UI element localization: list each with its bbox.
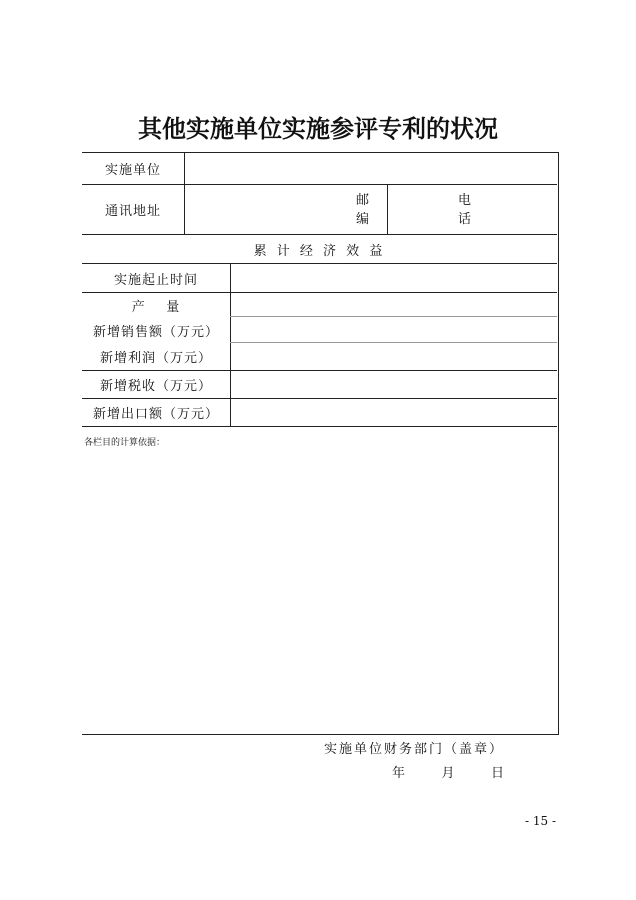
page-title: 其他实施单位实施参评专利的状况 [138, 115, 498, 143]
address-label: 通讯地址 [104, 204, 161, 219]
row-value-period[interactable] [231, 264, 557, 292]
row-label-export: 新增出口额（万元） [92, 407, 219, 422]
row-label-sales: 新增销售额（万元） [92, 324, 219, 340]
row-label-profit: 新增利润（万元） [99, 351, 212, 366]
row-label-output: 产 量 [131, 299, 181, 315]
patent-implementation-form [82, 152, 559, 735]
row-value-export[interactable] [231, 399, 557, 426]
row-value-sales[interactable] [231, 317, 557, 343]
calculation-basis-label: 各栏目的计算依据： [84, 438, 166, 448]
phone-label [452, 185, 478, 234]
cumulative-benefit-header: 累 计 经 济 效 益 [253, 243, 386, 259]
phone-label-char-1: 电 [457, 192, 472, 208]
postcode-label-char-2: 编 [355, 211, 370, 227]
divider [82, 426, 557, 427]
postcode-label [350, 185, 376, 234]
divider [387, 184, 388, 234]
calculation-basis-area[interactable] [82, 449, 557, 734]
row-value-output[interactable] [231, 293, 557, 317]
unit-label: 实施单位 [104, 163, 161, 178]
postcode-label-char-1: 邮 [355, 192, 370, 208]
signature-date: 年 月 日 [392, 766, 509, 781]
address-value[interactable] [185, 185, 343, 234]
finance-dept-seal: 实施单位财务部门（盖章） [324, 742, 505, 757]
phone-label-char-2: 话 [457, 211, 472, 227]
row-value-tax[interactable] [231, 371, 557, 398]
row-value-profit[interactable] [231, 343, 557, 370]
page-number: - 15 - [524, 814, 556, 828]
row-label-tax: 新增税收（万元） [99, 379, 212, 394]
unit-value[interactable] [185, 153, 557, 184]
row-label-period: 实施起止时间 [113, 272, 198, 288]
